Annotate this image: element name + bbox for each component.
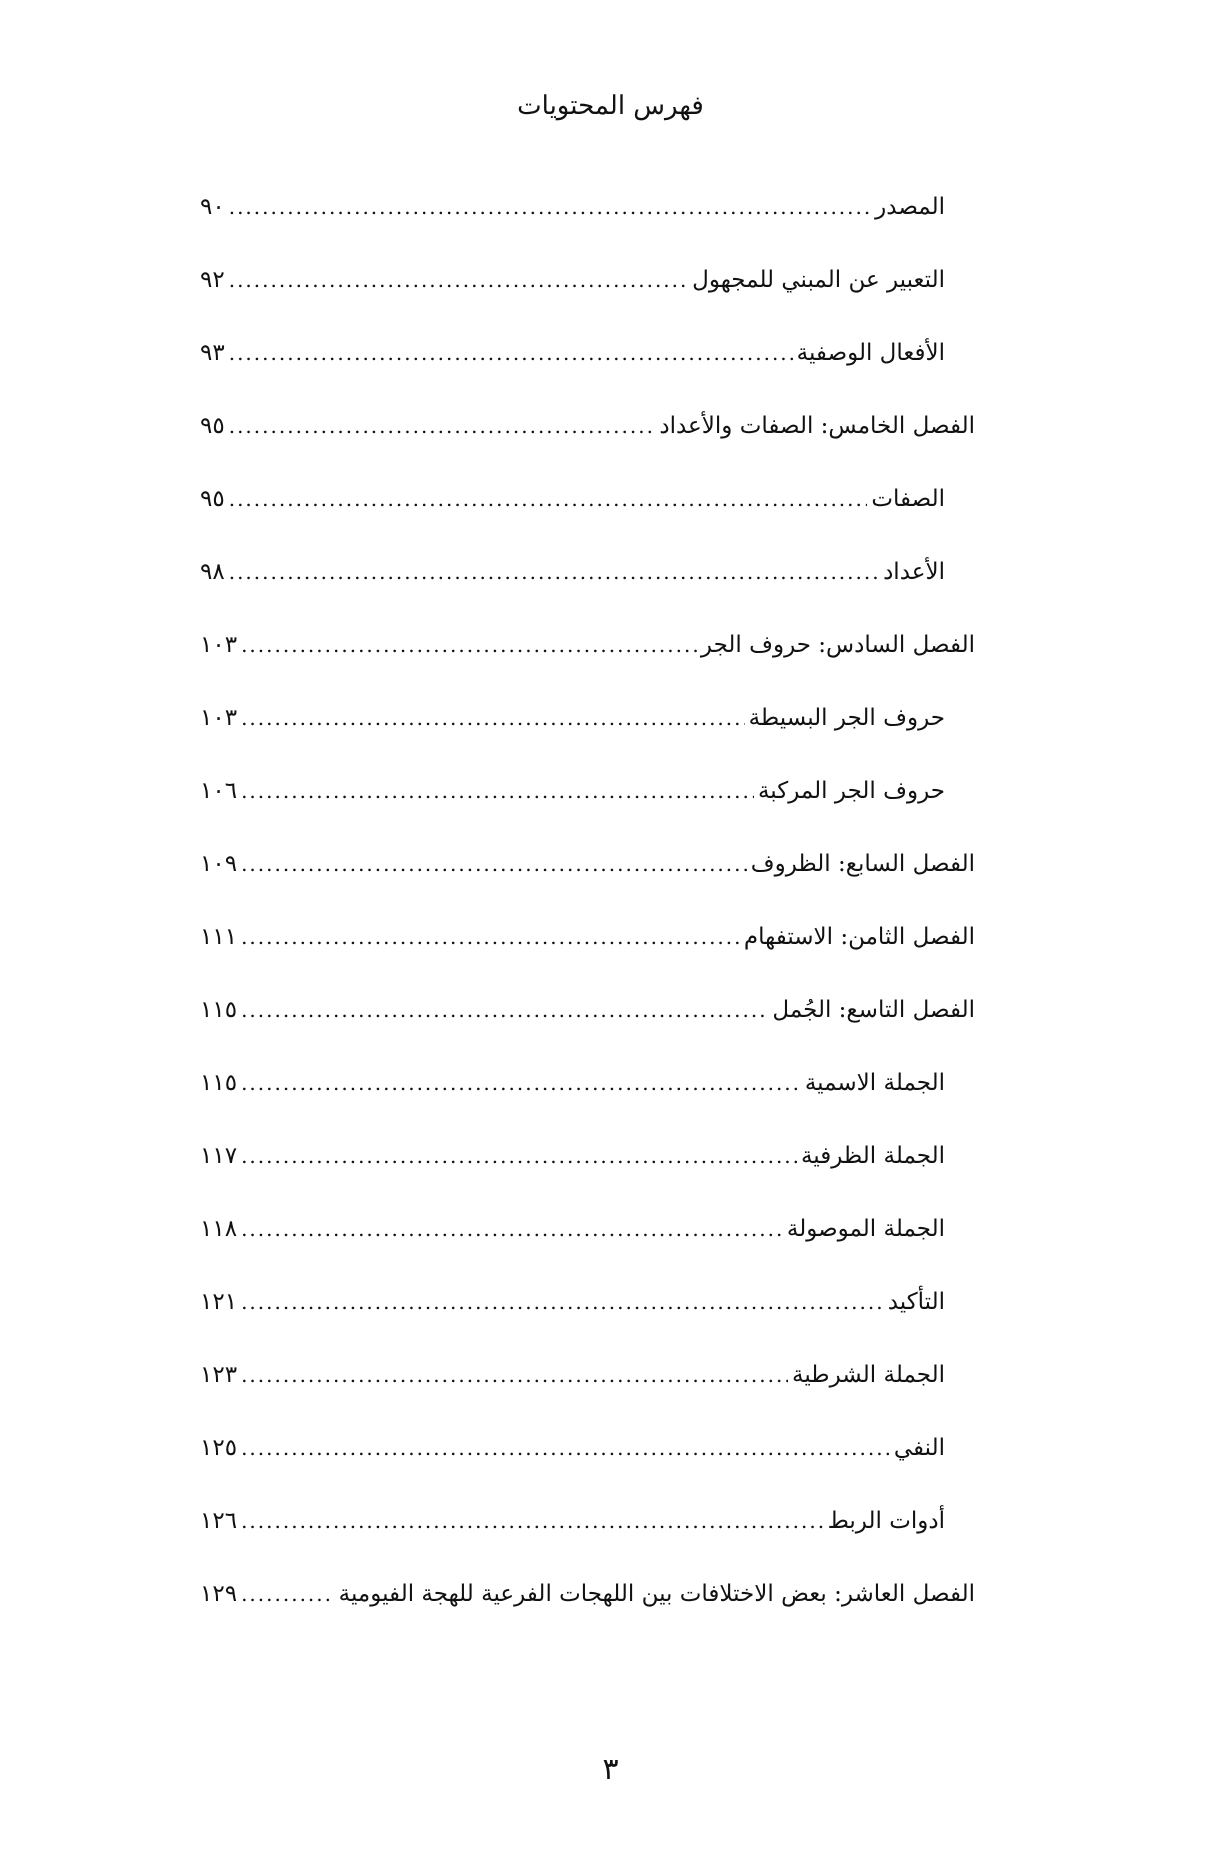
dot-leader [241,628,697,662]
toc-entry[interactable] [200,190,975,263]
toc-entry-page: ١٠٣ [200,705,238,731]
toc-entry-page: ١١٥ [200,997,238,1023]
toc-entry-page: ٩٥ [200,486,225,512]
toc-entry-title: الجملة الموصولة [786,1216,945,1242]
toc-entry-page: ١٢٦ [200,1508,238,1534]
dot-leader [229,263,688,297]
toc-entry-page: ١١١ [200,924,238,950]
dot-leader [241,1285,884,1319]
dot-leader [229,482,868,516]
toc-entry-title: حروف الجر البسيطة [748,705,945,731]
page-title: فهرس المحتويات [517,91,704,121]
toc-entry-page: ٩٣ [200,340,225,366]
toc-entry-title: أدوات الربط [827,1508,945,1534]
toc-entry-title: الأعداد [883,559,945,585]
toc-entry[interactable] [200,1285,975,1358]
toc-entry-page: ٩٠ [200,194,225,220]
dot-leader [241,1212,783,1246]
dot-leader [241,1066,801,1100]
toc-entry-page: ٩٥ [200,413,225,439]
toc-entry[interactable] [200,701,975,774]
toc-entry[interactable] [200,1504,975,1577]
toc-entry-page: ١٠٩ [200,851,238,877]
toc-chapter-title: الفصل العاشر: بعض الاختلافات بين اللهجات الفرعية للهجة الفيومية [338,1581,975,1607]
toc-entry-page: ١٢١ [200,1289,238,1315]
dot-leader [241,774,754,808]
toc-entry-title: الأفعال الوصفية [796,340,945,366]
toc-entry-page: ١١٥ [200,1070,238,1096]
toc-chapter[interactable] [200,993,975,1066]
toc-entry-title: النفي [893,1435,945,1461]
toc-chapter-title: الفصل الخامس: الصفات والأعداد [659,413,975,439]
toc-entry-page: ٩٨ [200,559,225,585]
toc-entry-title: التعبير عن المبني للمجهول [692,267,945,293]
dot-leader [241,701,745,735]
dot-leader [229,336,793,370]
dot-leader [241,1139,797,1173]
toc-entry-title: التأكيد [887,1289,945,1315]
dot-leader [229,190,871,224]
toc-entry[interactable] [200,555,975,628]
toc-entry-page: ١٢٣ [200,1362,238,1388]
dot-leader [229,555,879,589]
toc-entry[interactable] [200,482,975,555]
toc-entry-title: المصدر [875,194,945,220]
toc-entry-page: ١٢٥ [200,1435,238,1461]
toc-chapter-title: الفصل التاسع: الجُمل [772,997,975,1023]
toc-entry-title: حروف الجر المركبة [757,778,945,804]
toc-entry[interactable] [200,1212,975,1285]
page-number: ٣ [602,1752,619,1787]
toc-entry[interactable] [200,336,975,409]
toc-entry[interactable] [200,1066,975,1139]
toc-entry[interactable] [200,1431,975,1504]
dot-leader [241,1431,890,1465]
dot-leader [229,409,656,443]
dot-leader [241,847,747,881]
toc-entry-title: الصفات [871,486,945,512]
toc-chapter[interactable] [200,409,975,482]
toc-entry-page: ١٠٣ [200,632,238,658]
toc-entry-title: الجملة الشرطية [792,1362,945,1388]
dot-leader [241,1358,788,1392]
toc-entry-title: الجملة الظرفية [800,1143,945,1169]
toc-entry[interactable] [200,1358,975,1431]
toc-entry[interactable] [200,1139,975,1212]
toc-chapter[interactable] [200,847,975,920]
dot-leader [241,920,740,954]
toc-entry[interactable] [200,263,975,336]
table-of-contents [200,190,975,1650]
toc-entry-page: ١٠٦ [200,778,238,804]
toc-chapter[interactable] [200,920,975,993]
toc-entry-page: ١١٧ [200,1143,238,1169]
dot-leader [241,993,768,1027]
toc-entry-page: ١٢٩ [200,1581,238,1607]
dot-leader [241,1504,824,1538]
toc-entry[interactable] [200,774,975,847]
toc-chapter-title: الفصل الثامن: الاستفهام [743,924,975,950]
toc-chapter-title: الفصل السابع: الظروف [750,851,975,877]
toc-chapter[interactable] [200,628,975,701]
toc-chapter[interactable] [200,1577,975,1650]
toc-chapter-title: الفصل السادس: حروف الجر [700,632,975,658]
toc-entry-page: ٩٢ [200,267,225,293]
toc-entry-title: الجملة الاسمية [804,1070,945,1096]
dot-leader [241,1577,335,1611]
toc-entry-page: ١١٨ [200,1216,238,1242]
